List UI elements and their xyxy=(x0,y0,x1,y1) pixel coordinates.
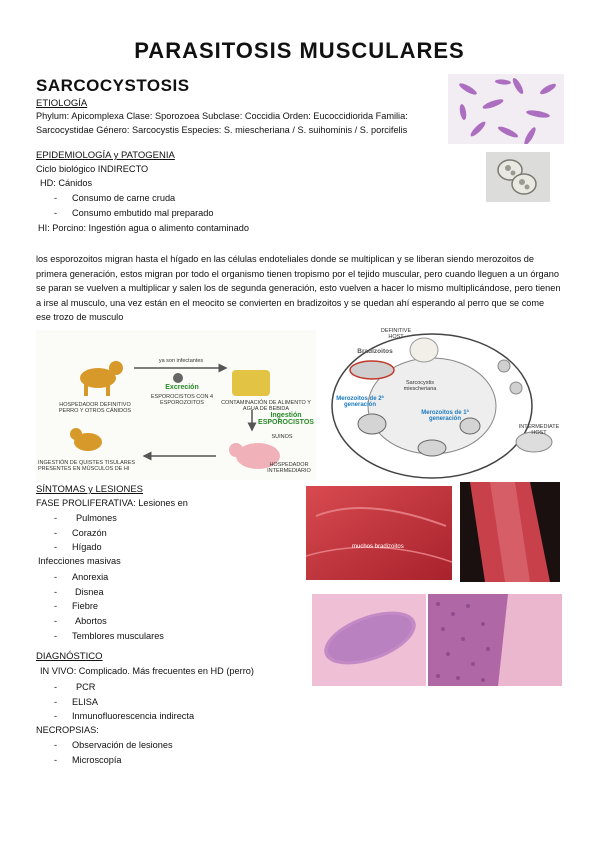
etiologia-line-1: Phylum: Apicomplexa Clase: Sporozoea Subclase: Coccidia Orden: Eucoccidiorida Familia: xyxy=(36,111,408,121)
histology-muscle-svg xyxy=(428,594,562,686)
list-item: - Temblores musculares xyxy=(36,629,164,644)
page-title: PARASITOSIS MUSCULARES xyxy=(134,38,465,63)
merozoitos-2-label: Merozoitos de 2ª generación xyxy=(336,396,384,408)
intermediate-host-label: INTERMEDIATE HOST xyxy=(518,424,560,436)
photo-caption: muchos bradizoitos xyxy=(352,544,404,550)
invivo-text: IN VIVO: Complicado. Más frecuentes en HD (perro) xyxy=(40,666,254,676)
list-item: - Microscopía xyxy=(36,753,173,768)
hd-text: HD: Cánidos xyxy=(40,178,93,188)
infecciones-text: Infecciones masivas xyxy=(38,556,121,566)
hd-label: HOSPEDADOR DEFINITIVO PERRO Y OTROS CÁNIDOS xyxy=(58,402,132,414)
fase-text: FASE PROLIFERATIVA: Lesiones en xyxy=(36,498,188,508)
list-item: - Corazón xyxy=(36,526,117,541)
bradizoitos-label: Bradizoitos xyxy=(357,348,393,355)
sarcocystis-label: Sarcocystis miescheriana xyxy=(403,380,437,392)
list-item: - Fiebre xyxy=(36,599,164,614)
sarcocystis-cycle-diagram xyxy=(320,326,564,482)
muscle-photo xyxy=(306,486,452,580)
necropsias-text: NECROPSIAS: xyxy=(36,725,99,735)
histology-cyst-photo xyxy=(312,594,426,686)
hi-label: HOSPEDADOR INTERMEDIARIO xyxy=(267,462,311,474)
excrecion-sub-label: ESPOROCISTOS CON 4 ESPOROZOITOS xyxy=(150,394,214,406)
list-item: - Abortos xyxy=(36,614,164,629)
sporozoites-micrograph xyxy=(448,74,564,144)
list-item: - Pulmones xyxy=(36,511,117,526)
list-item: - Inmunofluorescencia indirecta xyxy=(36,709,194,724)
list-item: - Hígado xyxy=(36,540,117,555)
hi-text: HI: Porcino: Ingestión agua o alimento contaminado xyxy=(38,223,249,233)
etiologia-line-2: Sarcocystidae Género: Sarcocystis Especies: S. miescheriana / S. suihominis / S. porcifelis xyxy=(36,124,408,135)
histology-cyst-svg xyxy=(312,594,426,686)
list-item: - Consumo embutido mal preparado xyxy=(36,206,213,221)
life-cycle-diagram xyxy=(36,330,316,480)
hd-list xyxy=(36,191,213,220)
histology-muscle-photo xyxy=(428,594,562,686)
list-item: - Disnea xyxy=(36,585,164,600)
section-heading: SARCOCYSTOSIS xyxy=(36,76,190,95)
infecciones-list xyxy=(36,570,164,644)
invivo-list xyxy=(36,680,194,724)
patogenia-paragraph: los esporozoitos migran hasta el hígado en las células endoteliales donde se multiplican y se liberan siendo merozoitos de primera generación, estos migran por todo el organismo tienen tropismo por el tejido muscular, pero cuando lleguen a un órgano se paran se vuelven a multiplicar y salen los de segunda generación, esto vuelven a hacer lo mismo multiplicándose, pero tienen a irse al musculo, una vez están en el meocito se convierten en bradizoitos y se quedan ahí esperando al perro que se come ese trozo de musculo xyxy=(36,254,561,322)
sporocysts-micrograph xyxy=(486,152,550,202)
merozoitos-1-label: Merozoitos de 1ª generación xyxy=(421,410,469,422)
sintomas-heading: SÍNTOMAS y LESIONES xyxy=(36,484,143,495)
epidemiologia-heading: EPIDEMIOLOGÍA y PATOGENIA xyxy=(36,150,175,161)
sporocyst-svg xyxy=(486,152,550,202)
diagnostico-heading: DIAGNÓSTICO xyxy=(36,651,103,662)
tissue-photo xyxy=(460,482,560,582)
ingestion-label: Ingestión ESPOROCISTOS xyxy=(258,412,314,426)
list-item: - Observación de lesiones xyxy=(36,738,173,753)
etiologia-text xyxy=(36,110,456,137)
list-item: - PCR xyxy=(36,680,194,695)
list-item: - ELISA xyxy=(36,695,194,710)
list-item: - Anorexia xyxy=(36,570,164,585)
list-item: - Consumo de carne cruda xyxy=(36,191,213,206)
definitive-host-label: DEFINITIVE HOST xyxy=(380,328,412,340)
arrow-top-label: ya son infectantes xyxy=(158,358,204,364)
micrograph-svg xyxy=(448,74,564,144)
necropsias-list xyxy=(36,738,173,767)
muscle-photo-svg xyxy=(306,486,452,580)
suinos-label: SUINOS xyxy=(271,434,293,440)
etiologia-heading: ETIOLOGÍA xyxy=(36,98,88,109)
tissue-photo-svg xyxy=(460,482,560,582)
quistes-label: INGESTIÓN DE QUISTES TISULARES PRESENTES EN MÚSCULOS DE HI xyxy=(38,460,136,472)
contaminacion-label: CONTAMINACIÓN DE ALIMENTO Y AGUA DE BEBIDA xyxy=(221,400,311,412)
ciclo-text: Ciclo biológico INDIRECTO xyxy=(36,164,149,174)
fase-list xyxy=(36,511,117,555)
excrecion-label: Excreción xyxy=(165,384,199,391)
